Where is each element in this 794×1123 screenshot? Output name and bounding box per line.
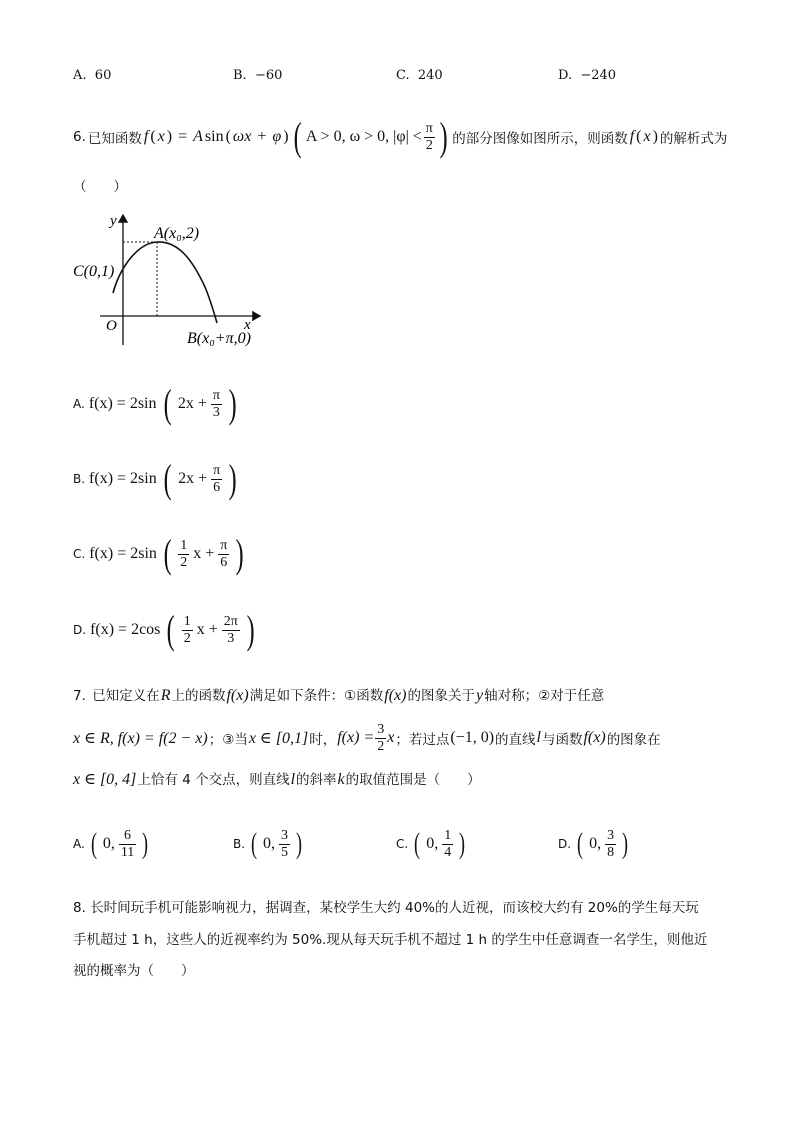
- q6-option-b: B. f(x) = 2sin ( 2x + $\frac{\pi}{6}$ ): [73, 456, 237, 501]
- q7-line-3: x ∈ [0, 4] 上恰有 4 个交点，则直线 l 的斜率 k 的取值范围是（ ）: [73, 771, 481, 788]
- q7-option-a: A. ( 0, $\frac{6}{11}$ ): [73, 827, 149, 860]
- origin-label: O: [106, 318, 117, 334]
- q8-line-2: 手机超过 1 h，这些人的近视率约为 50%.现从每天玩手机不超过 1 h 的学生中任意调查一名学生，则他近: [73, 932, 708, 948]
- q6-option-d: D. f(x) = 2cos ( $\frac{1}{2}$ x + $\frac{2\pi}{3}$ ): [73, 607, 255, 652]
- q8-line-3: 视的概率为（ ）: [73, 963, 195, 979]
- y-axis-label: y: [110, 213, 117, 229]
- q8-line-1: 8. 长时间玩手机可能影响视力，据调查，某校学生大约 40%的人近视，而该校大约有 20%的学生每天玩: [73, 900, 699, 916]
- q5-option-c: C. 240: [396, 68, 443, 83]
- q5-option-d: D. −240: [558, 68, 617, 83]
- q6-number: 6.: [73, 129, 86, 145]
- q6-graph: [70, 205, 280, 350]
- q6-stem: 6. 已知函数 f ( x ) = A sin ( ωx + φ ) ( A > 0, ω > 0, |φ| < $\frac{\pi}{2}$ ) 的部分图像如图所示，则函数 f ( x ) 的解析式为: [73, 114, 728, 159]
- sine-curve: [113, 242, 217, 323]
- point-a-label: A(x₀,2): [154, 225, 200, 242]
- x-axis-label: x: [244, 317, 251, 333]
- q7-option-c: C. ( 0, $\frac{1}{4}$ ): [396, 827, 466, 860]
- q7-option-d: D. ( 0, $\frac{3}{8}$ ): [558, 827, 629, 860]
- q6-blank: （ ）: [73, 179, 127, 195]
- q5-option-b: B. −60: [233, 68, 283, 83]
- q7-line-2: x ∈ R, f(x) = f(2 − x) ；③当 x ∈ [0,1] 时， f(x) = $\frac{3}{2}$ x ；若过点 (−1, 0) 的直线 l 与函数 f(x) 的图象在: [73, 721, 661, 754]
- q7-option-b: B. ( 0, $\frac{3}{5}$ ): [233, 827, 303, 860]
- q6-pi-over-2: $\frac{\pi}{2}$: [425, 120, 433, 153]
- q6-option-a: A. f(x) = 2sin ( 2x + $\frac{\pi}{3}$ ): [73, 381, 237, 426]
- q7-line-1: 7. 已知定义在 R 上的函数 f(x) 满足如下条件：①函数 f(x) 的图象关于 y 轴对称；②对于任意: [73, 687, 605, 704]
- q6-condition: A > 0, ω > 0, |φ| <: [305, 128, 422, 145]
- point-c-label: C(0,1): [73, 263, 115, 280]
- q5-option-a: A. 60: [73, 68, 112, 83]
- q6-option-c: C. f(x) = 2sin ( $\frac{1}{2}$ x + $\frac{\pi}{6}$ ): [73, 531, 244, 576]
- point-b-label: B(x₀+π,0): [187, 330, 251, 347]
